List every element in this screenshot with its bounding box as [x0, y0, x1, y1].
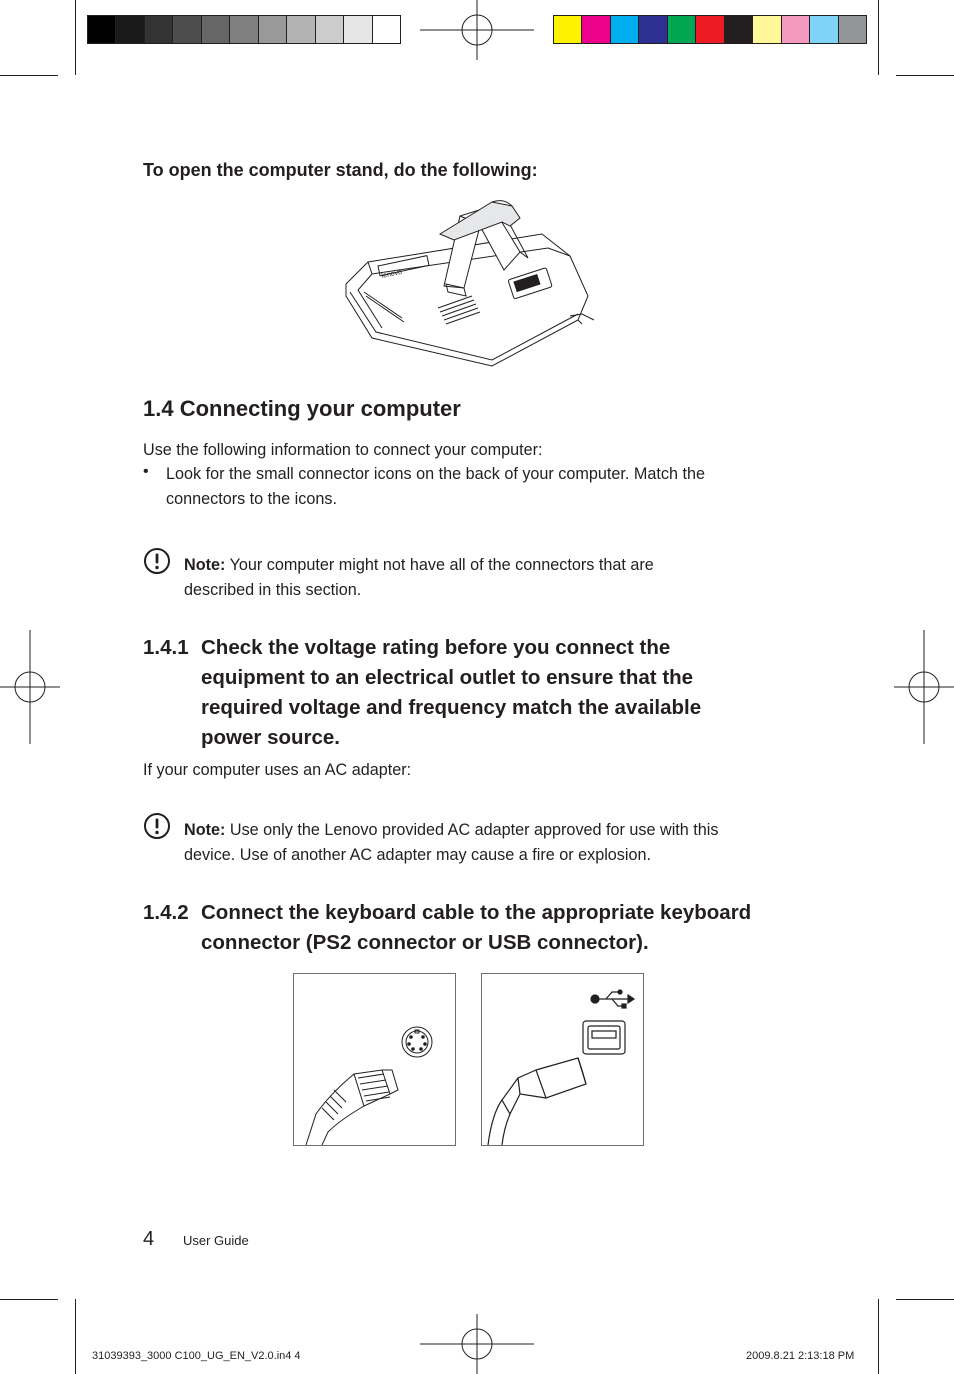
color-swatch — [611, 16, 639, 43]
color-swatch — [810, 16, 838, 43]
note-1-text — [184, 553, 804, 603]
subsection-title-line: equipment to an electrical outlet to ensure that the — [201, 666, 694, 689]
note-2-line-2: device. Use of another AC adapter may cause a fire or explosion. — [184, 846, 651, 864]
page-number: 4 — [143, 1228, 155, 1250]
subsection-title — [201, 633, 801, 753]
usb-connector-icon — [482, 974, 643, 1145]
note-label: Note: — [184, 556, 226, 574]
subsection-title-line: required voltage and frequency match the available — [201, 696, 702, 719]
color-swatch — [725, 16, 753, 43]
subsection-title-line: power source. — [201, 726, 340, 749]
exclamation-icon — [143, 812, 171, 840]
svg-text:lenovo: lenovo — [380, 268, 403, 280]
color-swatch — [116, 16, 144, 43]
color-swatch — [173, 16, 201, 43]
registration-mark-bottom — [420, 1314, 534, 1374]
color-swatch — [230, 16, 258, 43]
registration-mark-left — [0, 630, 60, 744]
footer-label: User Guide — [183, 1233, 249, 1248]
bullet-text: Look for the small connector icons on the back of your computer. Match the — [166, 465, 705, 483]
color-swatch — [696, 16, 724, 43]
color-swatch — [782, 16, 810, 43]
crop-mark — [0, 1299, 58, 1300]
subsection-number: 1.4.2 — [143, 901, 189, 924]
registration-mark-top — [420, 0, 534, 60]
print-slug-file: 31039393_3000 C100_UG_EN_V2.0.in4 4 — [92, 1350, 301, 1362]
crop-mark — [75, 0, 76, 75]
section-title: 1.4 Connecting your computer — [143, 396, 461, 421]
intro-heading: To open the computer stand, do the following: — [143, 160, 538, 180]
exclamation-icon — [143, 547, 171, 575]
gray-swatch-bar — [87, 15, 401, 44]
ac-adapter-text: If your computer uses an AC adapter: — [143, 761, 412, 779]
color-swatch — [839, 16, 866, 43]
color-swatch — [259, 16, 287, 43]
usb-connector-figure — [481, 973, 644, 1146]
print-slug-timestamp: 2009.8.21 2:13:18 PM — [746, 1350, 855, 1362]
color-swatch — [373, 16, 400, 43]
color-swatch — [88, 16, 116, 43]
color-swatch — [287, 16, 315, 43]
section-intro: Use the following information to connect your computer: — [143, 441, 543, 459]
crop-mark — [0, 75, 58, 76]
note-1 — [143, 553, 654, 599]
color-swatch — [202, 16, 230, 43]
note-1-line-2: described in this section. — [184, 581, 362, 599]
crop-mark — [878, 0, 879, 75]
note-2-line-1: Use only the Lenovo provided AC adapter approved for use with this — [229, 821, 719, 839]
color-swatch — [554, 16, 582, 43]
note-1-line-1: Your computer might not have all of the connectors that are — [229, 556, 654, 574]
color-swatch — [316, 16, 344, 43]
crop-mark — [896, 75, 954, 76]
color-swatch — [639, 16, 667, 43]
color-swatch — [753, 16, 781, 43]
color-swatch — [145, 16, 173, 43]
subsection-title-line: Check the voltage rating before you connect the — [201, 636, 671, 659]
ps2-connector-figure — [293, 973, 456, 1146]
note-2-text — [184, 818, 804, 868]
note-2 — [143, 818, 719, 864]
color-swatch-bar — [553, 15, 867, 44]
bullet-text-cont: connectors to the icons. — [166, 490, 337, 508]
crop-mark — [75, 1299, 76, 1374]
note-label: Note: — [184, 821, 226, 839]
subsection-number: 1.4.1 — [143, 636, 189, 659]
subsection-title — [201, 898, 841, 958]
crop-mark — [878, 1299, 879, 1374]
crop-mark — [896, 1299, 954, 1300]
bullet-marker: • — [143, 463, 149, 480]
registration-mark-right — [894, 630, 954, 744]
color-swatch — [582, 16, 610, 43]
computer-stand-illustration — [342, 196, 597, 378]
ps2-connector-icon — [294, 974, 455, 1145]
subsection-title-line: connector (PS2 connector or USB connector). — [201, 931, 649, 954]
color-swatch — [344, 16, 372, 43]
color-swatch — [668, 16, 696, 43]
subsection-title-line: Connect the keyboard cable to the appropriate keyboard — [201, 901, 752, 924]
